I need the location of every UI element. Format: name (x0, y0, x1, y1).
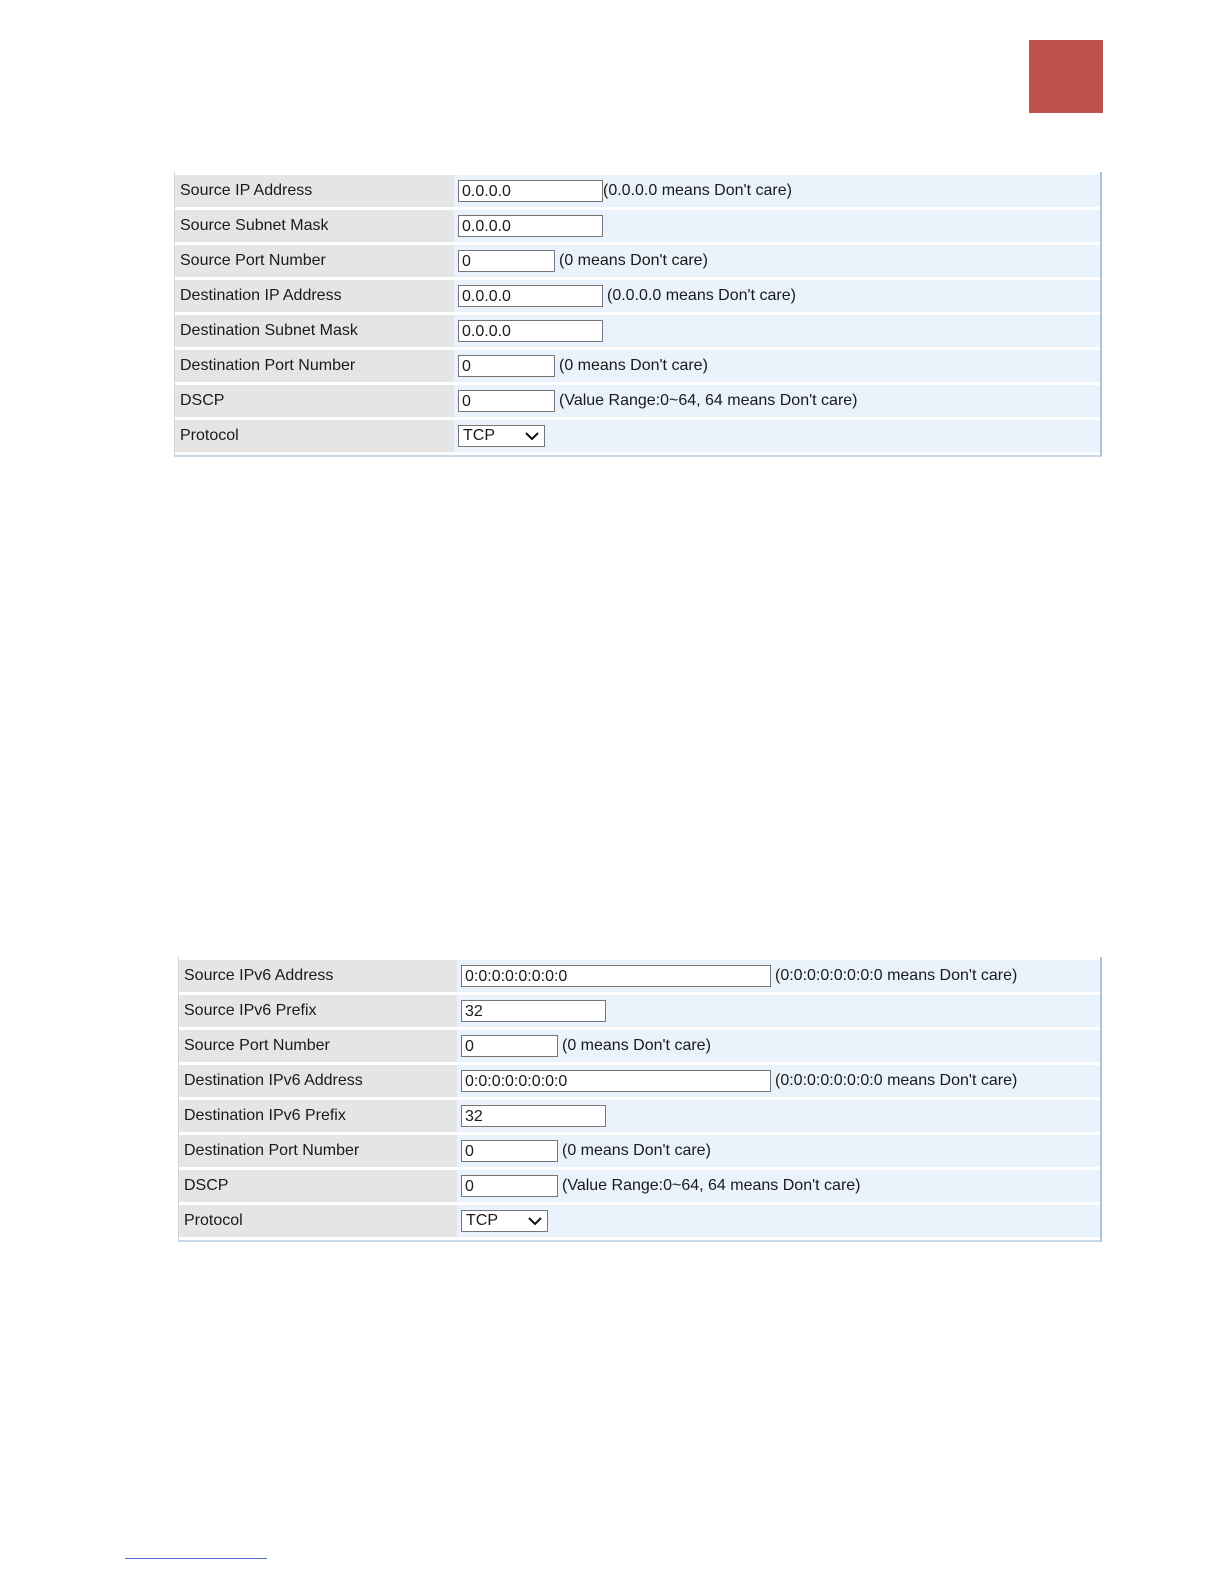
destination-ip-label: Destination IP Address (175, 280, 454, 312)
destination-ipv6-cell (457, 1065, 1100, 1097)
source-subnet-mask-input[interactable]: 0.0.0.0 (458, 215, 603, 237)
form-row-source-subnet-mask (175, 210, 1100, 242)
protocol-v6-selected-value: TCP (466, 1212, 498, 1229)
form-row-source-ip (175, 175, 1100, 207)
protocol-select[interactable] (458, 425, 545, 447)
form-row-source-port-v6 (179, 1030, 1100, 1062)
form-row-source-ipv6 (179, 960, 1100, 992)
destination-port-v6-label: Destination Port Number (179, 1135, 457, 1167)
chevron-down-icon (524, 429, 540, 443)
source-ipv6-prefix-cell (457, 995, 1100, 1027)
dscp-label: DSCP (175, 385, 454, 417)
ipv6-filter-form (178, 957, 1102, 1242)
chevron-down-icon (527, 1214, 543, 1228)
destination-ip-hint: (0.0.0.0 means Don't care) (607, 287, 796, 304)
source-ipv6-prefix-input[interactable]: 32 (461, 1000, 606, 1022)
source-ipv6-input[interactable]: 0:0:0:0:0:0:0:0 (461, 965, 771, 987)
form-row-destination-subnet-mask (175, 315, 1100, 347)
source-port-v6-label: Source Port Number (179, 1030, 457, 1062)
dscp-v6-cell (457, 1170, 1100, 1202)
source-port-v6-cell (457, 1030, 1100, 1062)
destination-ipv6-prefix-label: Destination IPv6 Prefix (179, 1100, 457, 1132)
destination-ipv6-prefix-cell (457, 1100, 1100, 1132)
dscp-input[interactable]: 0 (458, 390, 555, 412)
destination-port-cell (454, 350, 1100, 382)
dscp-v6-label: DSCP (179, 1170, 457, 1202)
source-port-v6-hint: (0 means Don't care) (562, 1037, 711, 1054)
protocol-v6-select[interactable] (461, 1210, 548, 1232)
destination-port-v6-cell (457, 1135, 1100, 1167)
dscp-hint: (Value Range:0~64, 64 means Don't care) (559, 392, 858, 409)
source-ip-hint: (0.0.0.0 means Don't care) (603, 182, 792, 199)
protocol-cell (454, 420, 1100, 452)
destination-ipv6-input[interactable]: 0:0:0:0:0:0:0:0 (461, 1070, 771, 1092)
protocol-v6-cell (457, 1205, 1100, 1237)
source-ipv6-label: Source IPv6 Address (179, 960, 457, 992)
source-port-v6-input[interactable]: 0 (461, 1035, 558, 1057)
destination-ipv6-label: Destination IPv6 Address (179, 1065, 457, 1097)
protocol-v6-label: Protocol (179, 1205, 457, 1237)
destination-ipv6-hint: (0:0:0:0:0:0:0:0 means Don't care) (775, 1072, 1018, 1089)
protocol-selected-value: TCP (463, 427, 495, 444)
page-corner-tab (1029, 40, 1103, 113)
form-row-destination-port-v6 (179, 1135, 1100, 1167)
source-subnet-mask-cell (454, 210, 1100, 242)
destination-port-input[interactable]: 0 (458, 355, 555, 377)
source-port-hint: (0 means Don't care) (559, 252, 708, 269)
source-port-input[interactable]: 0 (458, 250, 555, 272)
source-port-cell (454, 245, 1100, 277)
source-subnet-mask-label: Source Subnet Mask (175, 210, 454, 242)
source-ipv6-hint: (0:0:0:0:0:0:0:0 means Don't care) (775, 967, 1018, 984)
destination-subnet-mask-input[interactable]: 0.0.0.0 (458, 320, 603, 342)
destination-port-label: Destination Port Number (175, 350, 454, 382)
destination-port-hint: (0 means Don't care) (559, 357, 708, 374)
dscp-cell (454, 385, 1100, 417)
source-ip-input[interactable]: 0.0.0.0 (458, 180, 603, 202)
form-row-source-port (175, 245, 1100, 277)
destination-port-v6-hint: (0 means Don't care) (562, 1142, 711, 1159)
source-ipv6-prefix-label: Source IPv6 Prefix (179, 995, 457, 1027)
form-row-dscp (175, 385, 1100, 417)
form-row-destination-ipv6 (179, 1065, 1100, 1097)
destination-subnet-mask-label: Destination Subnet Mask (175, 315, 454, 347)
form-row-protocol-v6 (179, 1205, 1100, 1237)
source-port-label: Source Port Number (175, 245, 454, 277)
destination-subnet-mask-cell (454, 315, 1100, 347)
destination-ip-input[interactable]: 0.0.0.0 (458, 285, 603, 307)
source-ipv6-cell (457, 960, 1100, 992)
ipv4-filter-form (174, 172, 1102, 457)
protocol-label: Protocol (175, 420, 454, 452)
destination-ipv6-prefix-input[interactable]: 32 (461, 1105, 606, 1127)
form-row-destination-ip (175, 280, 1100, 312)
dscp-v6-input[interactable]: 0 (461, 1175, 558, 1197)
form-row-destination-port (175, 350, 1100, 382)
form-row-destination-ipv6-prefix (179, 1100, 1100, 1132)
source-ip-label: Source IP Address (175, 175, 454, 207)
form-row-protocol (175, 420, 1100, 452)
form-row-source-ipv6-prefix (179, 995, 1100, 1027)
destination-ip-cell (454, 280, 1100, 312)
form-row-dscp-v6 (179, 1170, 1100, 1202)
source-ip-cell (454, 175, 1100, 207)
dscp-v6-hint: (Value Range:0~64, 64 means Don't care) (562, 1177, 861, 1194)
destination-port-v6-input[interactable]: 0 (461, 1140, 558, 1162)
footnote-separator (125, 1558, 267, 1559)
